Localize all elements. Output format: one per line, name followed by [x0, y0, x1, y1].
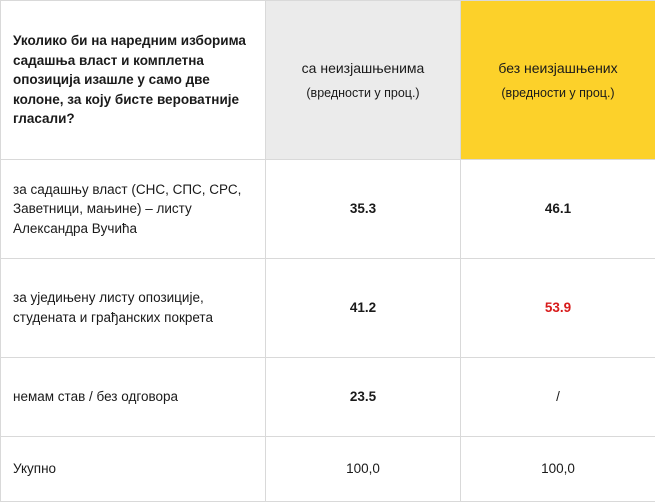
row-value-without-undecided: 46.1 — [461, 160, 655, 259]
row-value-without-undecided: 53.9 — [461, 259, 655, 358]
column-header-subtitle: (вредности у проц.) — [278, 84, 448, 102]
row-value-without-undecided: 100,0 — [461, 437, 655, 502]
row-value-with-undecided: 100,0 — [266, 437, 461, 502]
table-row — [1, 259, 655, 358]
column-header-title: без неизјашњених — [473, 58, 643, 78]
question-cell: Уколико би на наредним изборима садашња власт и комплетна опозиција изашле у само две колоне, за коју бисте вероватније гласали? — [1, 1, 266, 160]
row-label: Укупно — [1, 437, 266, 502]
table-row — [1, 358, 655, 437]
row-label: за уједињену листу опозиције, студената и грађанских покрета — [1, 259, 266, 358]
column-header-subtitle: (вредности у проц.) — [473, 84, 643, 102]
column-header-with-undecided — [266, 1, 461, 160]
table-row — [1, 160, 655, 259]
row-label: за садашњу власт (СНС, СПС, СРС, Заветници, мањине) – листу Александра Вучића — [1, 160, 266, 259]
row-value-with-undecided: 35.3 — [266, 160, 461, 259]
table-header-row — [1, 1, 655, 160]
column-header-title: са неизјашњенима — [278, 58, 448, 78]
column-header-without-undecided — [461, 1, 655, 160]
table-row-total — [1, 437, 655, 502]
row-value-without-undecided: / — [461, 358, 655, 437]
row-label: немам став / без одговора — [1, 358, 266, 437]
row-value-with-undecided: 41.2 — [266, 259, 461, 358]
row-value-with-undecided: 23.5 — [266, 358, 461, 437]
